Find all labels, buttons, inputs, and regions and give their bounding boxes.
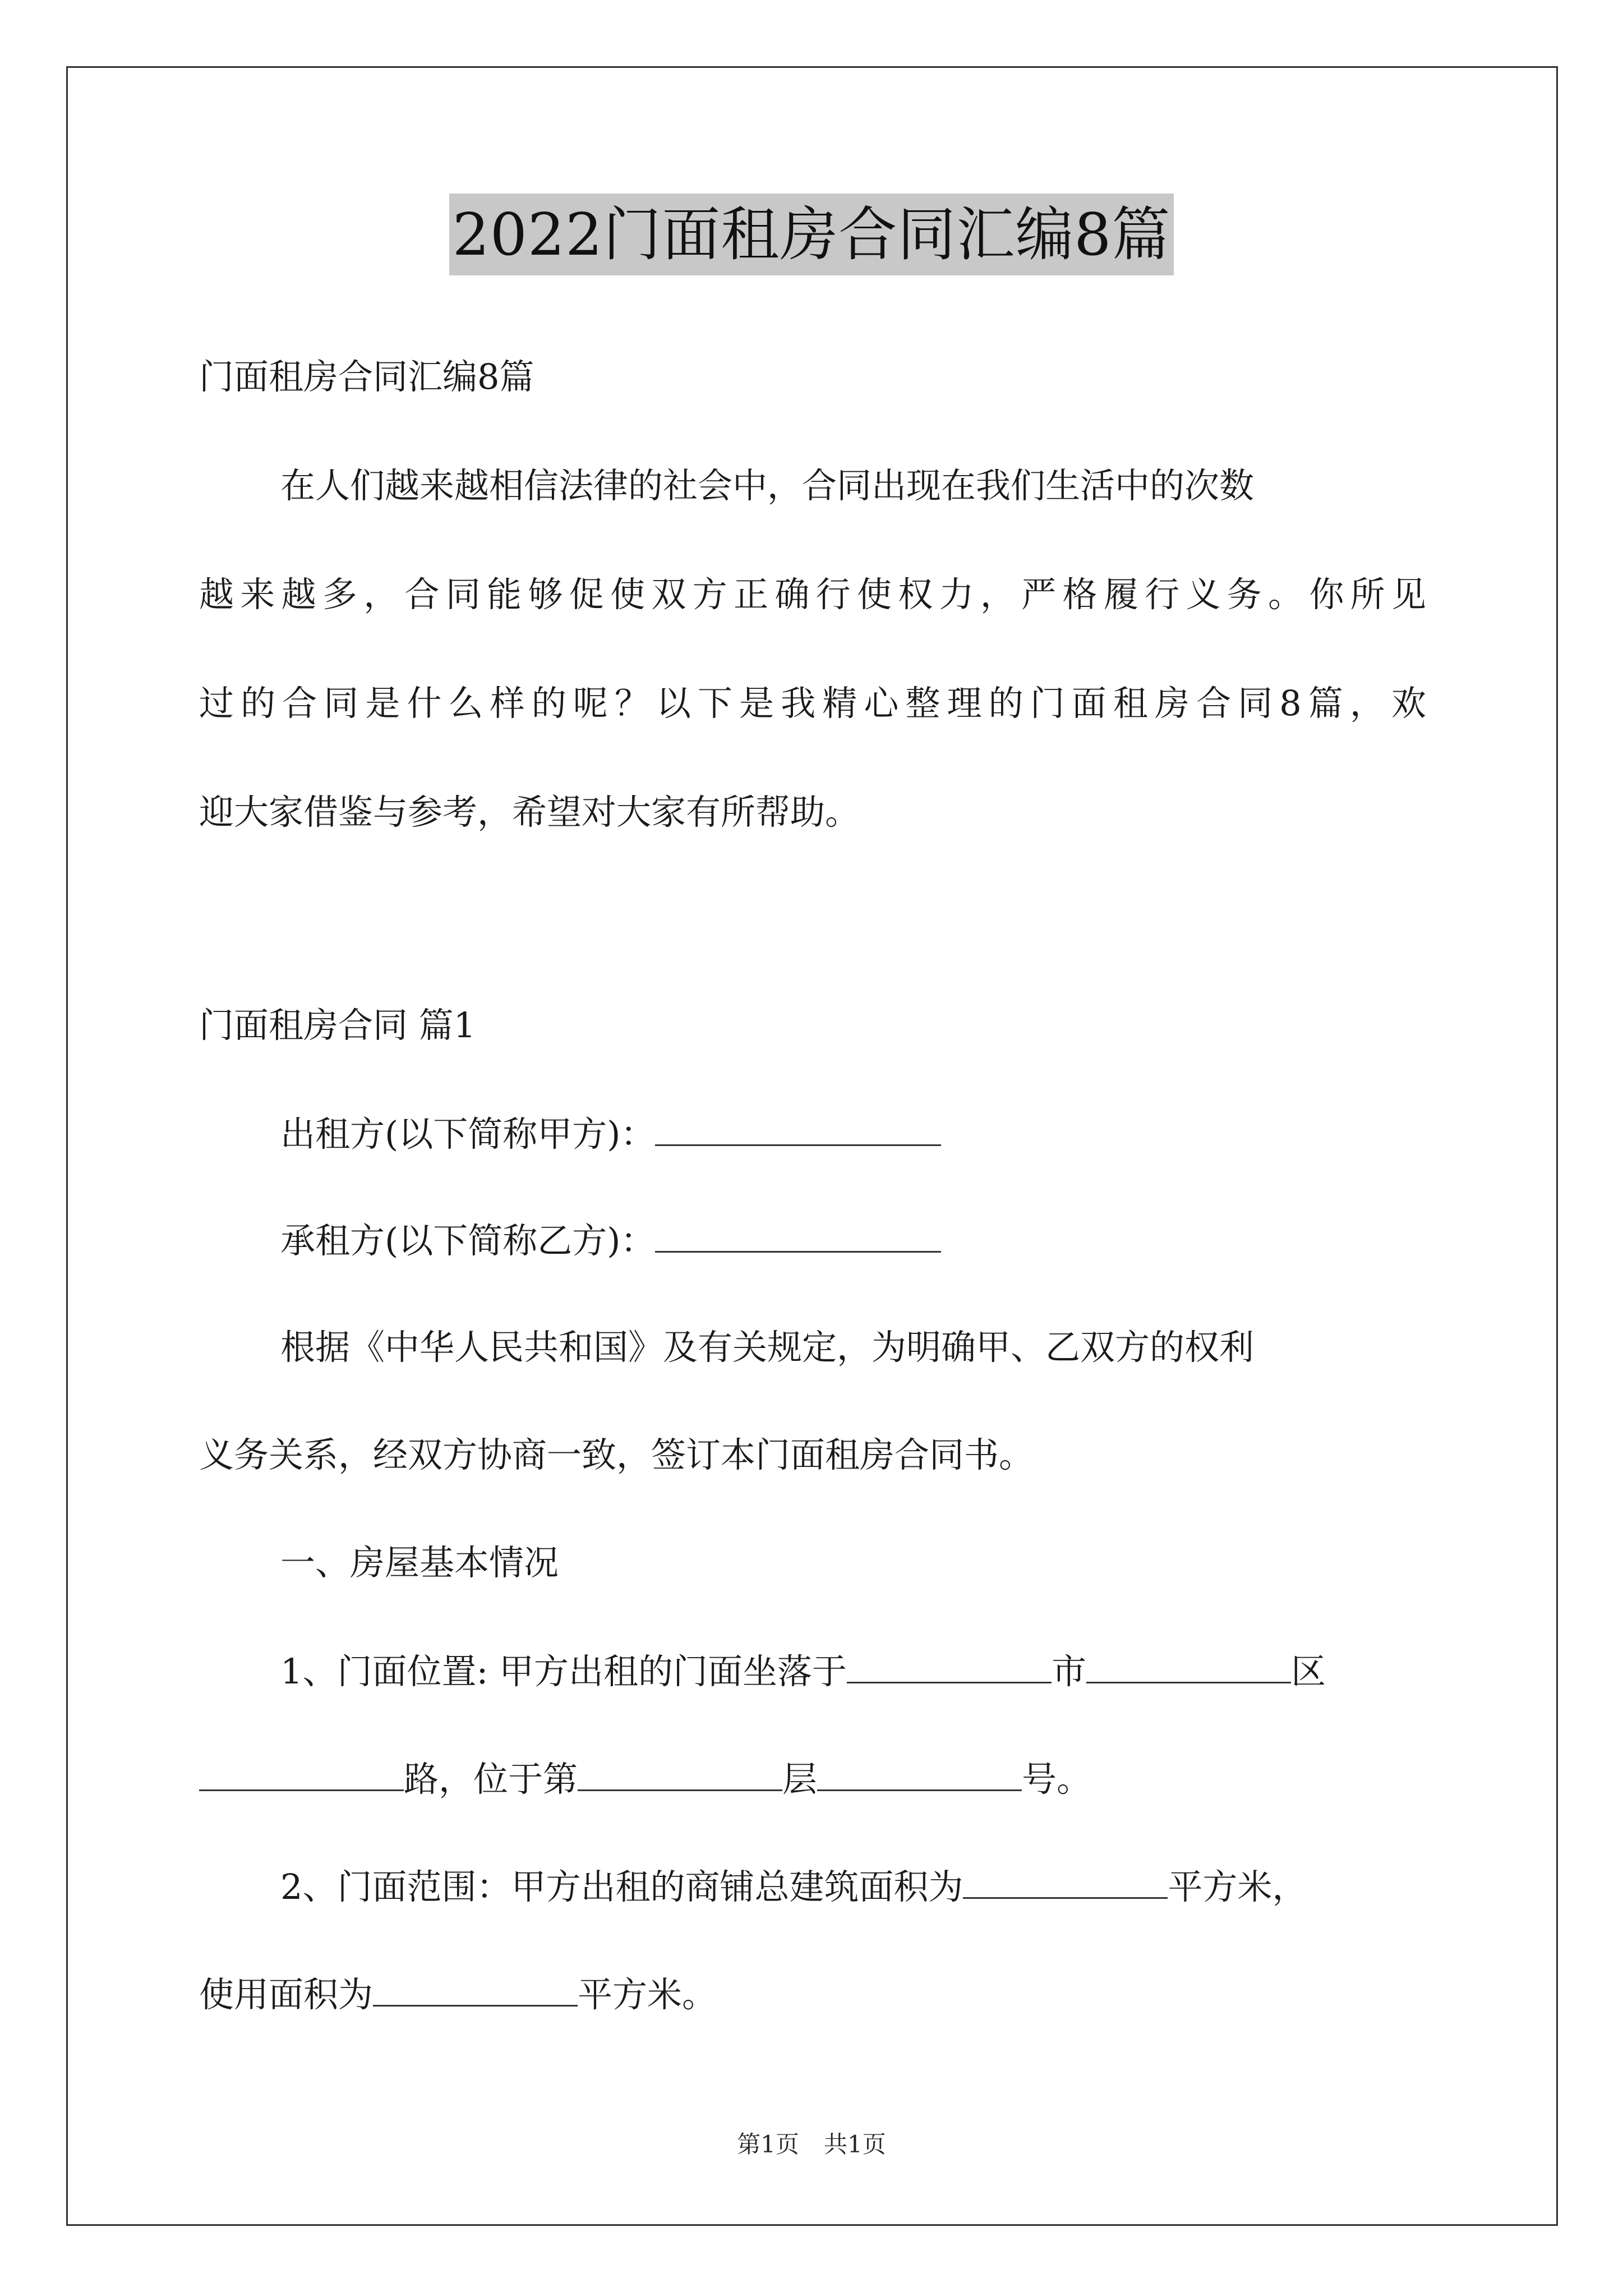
floor-blank[interactable] <box>578 1756 782 1791</box>
page-total: 共1页 <box>824 2131 886 2158</box>
lessee-blank[interactable] <box>655 1217 941 1253</box>
number-label: 号。 <box>1022 1759 1092 1800</box>
city-blank[interactable] <box>847 1648 1052 1683</box>
scope-line-2 <box>199 1971 717 2017</box>
page-number: 第1页 <box>737 2131 799 2158</box>
basis-line-2: 义务关系，经双方协商一致，签订本门面租房合同书。 <box>199 1434 1034 1475</box>
lessor-line <box>280 1111 941 1157</box>
total-area-blank[interactable] <box>963 1864 1168 1899</box>
scope-unit-1: 平方米， <box>1168 1866 1307 1907</box>
road-blank[interactable] <box>199 1756 404 1791</box>
intro-line-4: 迎大家借鉴与参考，希望对大家有所帮助。 <box>199 792 860 832</box>
intro-line-1: 在人们越来越相信法律的社会中，合同出现在我们生活中的次数 <box>280 465 1255 506</box>
lessor-blank[interactable] <box>655 1111 941 1146</box>
scope-line-1 <box>280 1864 1307 1910</box>
lessee-line <box>280 1217 941 1263</box>
subtitle: 门面租房合同汇编8篇 <box>199 356 534 397</box>
scope-prefix: 2、门面范围：甲方出租的商铺总建筑面积为 <box>280 1866 963 1907</box>
location-line-2 <box>199 1756 1091 1802</box>
scope-unit-2: 平方米。 <box>578 1974 717 2015</box>
page-footer <box>0 2129 1623 2160</box>
document-title: 2022门面租房合同汇编8篇 <box>449 194 1174 275</box>
used-area-label: 使用面积为 <box>199 1974 374 2015</box>
intro-line-3: 过的合同是什么样的呢？以下是我精心整理的门面租房合同8篇，欢 <box>199 683 1426 724</box>
district-blank[interactable] <box>1086 1648 1291 1683</box>
number-blank[interactable] <box>817 1756 1022 1791</box>
used-area-blank[interactable] <box>373 1971 578 2007</box>
city-label: 市 <box>1052 1651 1087 1692</box>
intro-line-2: 越来越多，合同能够促使双方正确行使权力，严格履行义务。你所见 <box>199 574 1426 615</box>
section-heading: 门面租房合同 篇1 <box>199 1005 476 1046</box>
location-prefix: 1、门面位置: 甲方出租的门面坐落于 <box>280 1651 847 1692</box>
part1-heading: 一、房屋基本情况 <box>280 1542 559 1583</box>
floor-label: 层 <box>782 1759 818 1800</box>
district-label: 区 <box>1291 1651 1326 1692</box>
lessor-label: 出租方(以下简称甲方)： <box>280 1114 656 1154</box>
basis-line-1: 根据《中华人民共和国》及有关规定，为明确甲、乙双方的权利 <box>280 1327 1255 1368</box>
road-label: 路，位于第 <box>404 1759 578 1800</box>
title-container <box>0 194 1623 275</box>
lessee-label: 承租方(以下简称乙方)： <box>280 1220 656 1261</box>
location-line-1 <box>280 1648 1326 1694</box>
